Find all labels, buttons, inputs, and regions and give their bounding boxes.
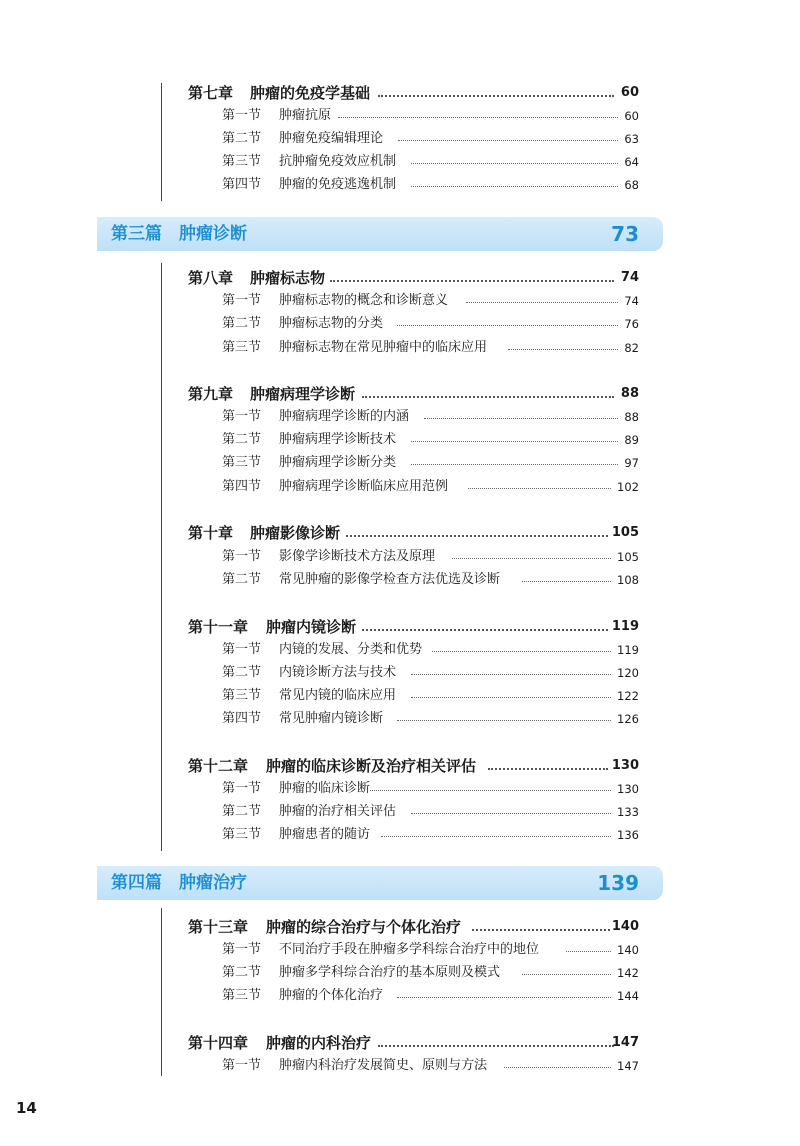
- toc-section[interactable]: [0, 406, 800, 428]
- section-page: 82: [624, 341, 639, 355]
- section-label: 第二节: [222, 432, 262, 447]
- toc-chapter-7[interactable]: [0, 82, 800, 104]
- section-title: 肿瘤患者的随访: [279, 827, 371, 842]
- section-title: 肿瘤标志物的分类: [279, 316, 384, 331]
- section-title: 肿瘤病理学诊断的内涵: [279, 409, 410, 424]
- chapter-title: 肿瘤的临床诊断及治疗相关评估: [266, 757, 477, 775]
- toc-section[interactable]: [0, 313, 800, 335]
- section-title: 常见肿瘤内镜诊断: [279, 711, 384, 726]
- toc-section[interactable]: [0, 452, 800, 474]
- leader-dots: [378, 1045, 614, 1047]
- leader-dots: [362, 629, 608, 631]
- chapter-title: 肿瘤的综合治疗与个体化治疗: [266, 918, 462, 936]
- leader-dots: [411, 674, 611, 675]
- toc-section[interactable]: [0, 778, 800, 800]
- toc-chapter-11[interactable]: [0, 616, 800, 638]
- section-title: 肿瘤的免疫逃逸机制: [279, 177, 397, 192]
- toc-section[interactable]: [0, 639, 800, 661]
- leader-dots: [362, 396, 614, 398]
- section-label: 第二节: [222, 131, 262, 146]
- section-label: 第三节: [222, 827, 262, 842]
- toc-section[interactable]: [0, 708, 800, 730]
- chapter-label: 第十一章: [188, 618, 249, 636]
- section-page: 64: [624, 155, 639, 169]
- toc-chapter-9[interactable]: [0, 383, 800, 405]
- toc-section[interactable]: [0, 337, 800, 359]
- section-page: 76: [624, 317, 639, 331]
- toc-section[interactable]: [0, 985, 800, 1007]
- leader-dots: [346, 535, 608, 537]
- toc-section[interactable]: [0, 824, 800, 846]
- chapter-title: 肿瘤的免疫学基础: [250, 84, 371, 102]
- toc-section[interactable]: [0, 939, 800, 961]
- section-page: 147: [617, 1059, 639, 1073]
- chapter-label: 第十章: [188, 524, 234, 542]
- leader-dots: [338, 117, 618, 118]
- leader-dots: [472, 929, 610, 931]
- section-title: 肿瘤病理学诊断分类: [279, 455, 397, 470]
- section-label: 第二节: [222, 572, 262, 587]
- leader-dots: [411, 464, 618, 465]
- section-title: 内镜诊断方法与技术: [279, 665, 397, 680]
- toc-chapter-14[interactable]: [0, 1032, 800, 1054]
- section-page: 136: [617, 828, 639, 842]
- leader-dots: [370, 790, 611, 791]
- toc-chapter-12[interactable]: [0, 755, 800, 777]
- section-page: 89: [624, 433, 639, 447]
- toc-section[interactable]: [0, 174, 800, 196]
- section-label: 第二节: [222, 965, 262, 980]
- section-page: 119: [617, 643, 639, 657]
- leader-dots: [381, 836, 611, 837]
- section-label: 第一节: [222, 942, 262, 957]
- section-title: 肿瘤免疫编辑理论: [279, 131, 384, 146]
- part-page: 73: [611, 222, 639, 246]
- leader-dots: [468, 488, 611, 489]
- section-label: 第三节: [222, 340, 262, 355]
- leader-dots: [378, 95, 614, 97]
- section-page: 105: [617, 550, 639, 564]
- section-label: 第四节: [222, 479, 262, 494]
- section-label: 第一节: [222, 642, 262, 657]
- toc-section[interactable]: [0, 569, 800, 591]
- section-label: 第二节: [222, 804, 262, 819]
- toc-section[interactable]: [0, 662, 800, 684]
- leader-dots: [398, 140, 618, 141]
- toc-section[interactable]: [0, 476, 800, 498]
- leader-dots: [397, 720, 611, 721]
- section-title: 抗肿瘤免疫效应机制: [279, 154, 397, 169]
- part-banner-diagnosis[interactable]: [97, 217, 663, 251]
- toc-section[interactable]: [0, 429, 800, 451]
- toc-section[interactable]: [0, 546, 800, 568]
- section-title: 常见内镜的临床应用: [279, 688, 397, 703]
- section-page: 142: [617, 966, 639, 980]
- section-label: 第一节: [222, 108, 262, 123]
- section-title: 肿瘤的临床诊断: [279, 781, 371, 796]
- section-page: 60: [624, 109, 639, 123]
- chapter-label: 第十二章: [188, 757, 249, 775]
- chapter-title: 肿瘤病理学诊断: [250, 385, 356, 403]
- chapter-label: 第九章: [188, 385, 234, 403]
- part-title: 第三篇 肿瘤诊断: [111, 224, 247, 244]
- leader-dots: [397, 325, 618, 326]
- section-label: 第四节: [222, 177, 262, 192]
- section-title: 不同治疗手段在肿瘤多学科综合治疗中的地位: [279, 942, 540, 957]
- leader-dots: [411, 163, 618, 164]
- section-label: 第三节: [222, 154, 262, 169]
- toc-chapter-8[interactable]: [0, 267, 800, 289]
- chapter-title: 肿瘤的内科治疗: [266, 1034, 372, 1052]
- section-label: 第一节: [222, 549, 262, 564]
- section-title: 肿瘤标志物的概念和诊断意义: [279, 293, 449, 308]
- leader-dots: [411, 186, 618, 187]
- leader-dots: [504, 1067, 611, 1068]
- toc-chapter-13[interactable]: [0, 916, 800, 938]
- section-label: 第四节: [222, 711, 262, 726]
- section-label: 第三节: [222, 455, 262, 470]
- section-title: 肿瘤标志物在常见肿瘤中的临床应用: [279, 340, 488, 355]
- section-label: 第一节: [222, 293, 262, 308]
- leader-dots: [488, 768, 608, 770]
- part-page: 139: [597, 871, 639, 895]
- section-page: 88: [624, 410, 639, 424]
- section-title: 肿瘤病理学诊断临床应用范例: [279, 479, 449, 494]
- section-title: 肿瘤的治疗相关评估: [279, 804, 397, 819]
- toc-section[interactable]: [0, 962, 800, 984]
- section-page: 74: [624, 294, 639, 308]
- leader-dots: [522, 974, 611, 975]
- section-page: 108: [617, 573, 639, 587]
- chapter-title: 肿瘤影像诊断: [250, 524, 341, 542]
- chapter-page: 140: [611, 919, 639, 934]
- section-label: 第二节: [222, 665, 262, 680]
- section-page: 130: [617, 782, 639, 796]
- leader-dots: [397, 997, 611, 998]
- chapter-label: 第十四章: [188, 1034, 249, 1052]
- part-title: 第四篇 肿瘤治疗: [111, 873, 247, 893]
- leader-dots: [566, 951, 611, 952]
- leader-dots: [424, 418, 618, 419]
- section-label: 第一节: [222, 781, 262, 796]
- chapter-title: 肿瘤标志物: [250, 269, 326, 287]
- toc-section[interactable]: [0, 290, 800, 312]
- toc-section[interactable]: [0, 151, 800, 173]
- chapter-label: 第八章: [188, 269, 234, 287]
- section-title: 肿瘤内科治疗发展简史、原则与方法: [279, 1058, 488, 1073]
- section-label: 第三节: [222, 988, 262, 1003]
- section-title: 影像学诊断技术方法及原理: [279, 549, 436, 564]
- part-banner-treatment[interactable]: [97, 866, 663, 900]
- toc-section[interactable]: [0, 1055, 800, 1077]
- section-page: 97: [624, 456, 639, 470]
- section-page: 122: [617, 689, 639, 703]
- chapter-label: 第七章: [188, 84, 234, 102]
- leader-dots: [452, 558, 611, 559]
- leader-dots: [466, 302, 618, 303]
- leader-dots: [330, 280, 614, 282]
- leader-dots: [411, 697, 611, 698]
- section-page: 126: [617, 712, 639, 726]
- section-title: 肿瘤的个体化治疗: [279, 988, 384, 1003]
- chapter-page: 119: [611, 619, 639, 634]
- leader-dots: [432, 651, 611, 652]
- toc-section[interactable]: [0, 685, 800, 707]
- chapter-page: 105: [611, 525, 639, 540]
- chapter-page: 60: [620, 85, 639, 100]
- section-label: 第二节: [222, 316, 262, 331]
- chapter-page: 147: [611, 1035, 639, 1050]
- chapter-label: 第十三章: [188, 918, 249, 936]
- section-title: 肿瘤多学科综合治疗的基本原则及模式: [279, 965, 501, 980]
- chapter-title: 肿瘤内镜诊断: [266, 618, 357, 636]
- leader-dots: [508, 349, 618, 350]
- section-page: 102: [617, 480, 639, 494]
- toc-section[interactable]: [0, 801, 800, 823]
- section-page: 133: [617, 805, 639, 819]
- section-page: 144: [617, 989, 639, 1003]
- leader-dots: [411, 441, 618, 442]
- section-page: 63: [624, 132, 639, 146]
- section-title: 肿瘤抗原: [279, 108, 332, 123]
- toc-section[interactable]: [0, 128, 800, 150]
- leader-dots: [522, 581, 611, 582]
- section-title: 内镜的发展、分类和优势: [279, 642, 423, 657]
- section-label: 第一节: [222, 1058, 262, 1073]
- leader-dots: [411, 813, 611, 814]
- section-title: 常见肿瘤的影像学检查方法优选及诊断: [279, 572, 501, 587]
- toc-chapter-10[interactable]: [0, 522, 800, 544]
- section-label: 第一节: [222, 409, 262, 424]
- section-page: 120: [617, 666, 639, 680]
- section-title: 肿瘤病理学诊断技术: [279, 432, 397, 447]
- chapter-page: 88: [620, 386, 639, 401]
- chapter-page: 130: [611, 758, 639, 773]
- section-label: 第三节: [222, 688, 262, 703]
- page-number: 14: [16, 1099, 37, 1117]
- chapter-page: 74: [620, 270, 639, 285]
- section-page: 140: [617, 943, 639, 957]
- toc-section[interactable]: [0, 105, 800, 127]
- section-page: 68: [624, 178, 639, 192]
